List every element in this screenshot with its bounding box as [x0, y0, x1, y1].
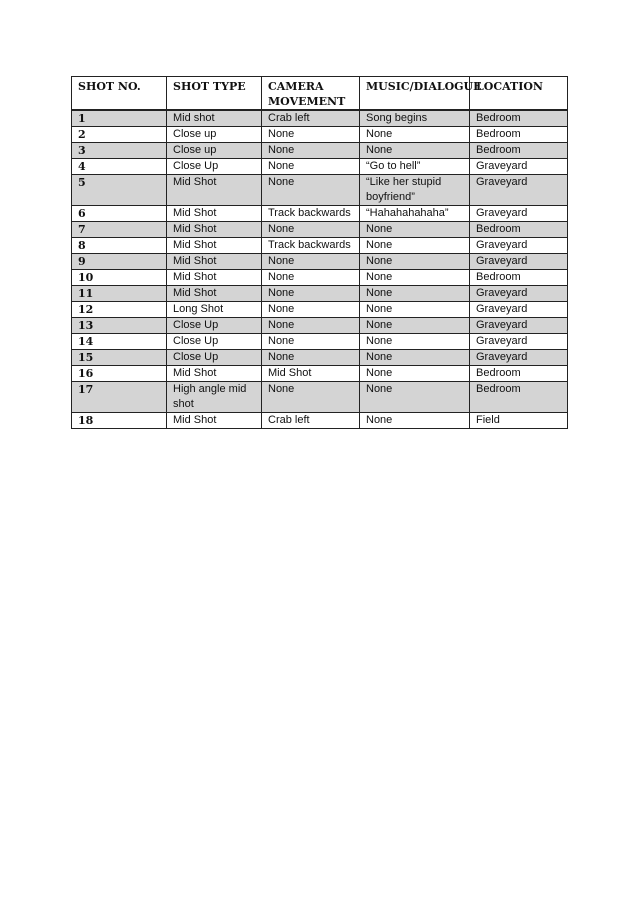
cell-shot-type: Long Shot — [167, 302, 262, 318]
cell-location: Bedroom — [470, 222, 568, 238]
cell-music-dialogue: None — [360, 222, 470, 238]
cell-shot-type: Mid Shot — [167, 286, 262, 302]
cell-location: Bedroom — [470, 110, 568, 127]
cell-location: Bedroom — [470, 366, 568, 382]
table-row — [72, 159, 568, 175]
cell-location: Graveyard — [470, 206, 568, 222]
cell-music-dialogue: Song begins — [360, 110, 470, 127]
table-row — [72, 254, 568, 270]
cell-shot-no: 7 — [72, 222, 167, 238]
cell-location: Graveyard — [470, 334, 568, 350]
shot-list-table — [71, 76, 568, 429]
cell-shot-no: 13 — [72, 318, 167, 334]
cell-shot-type: Mid Shot — [167, 206, 262, 222]
cell-music-dialogue: None — [360, 366, 470, 382]
cell-shot-type: Mid Shot — [167, 175, 262, 206]
cell-camera-movement: None — [262, 318, 360, 334]
cell-camera-movement: None — [262, 270, 360, 286]
cell-location: Graveyard — [470, 159, 568, 175]
table-row — [72, 238, 568, 254]
table-row — [72, 127, 568, 143]
header-shot-type: SHOT TYPE — [167, 77, 262, 111]
cell-camera-movement: Mid Shot — [262, 366, 360, 382]
table-row — [72, 222, 568, 238]
cell-camera-movement: None — [262, 143, 360, 159]
cell-camera-movement: None — [262, 334, 360, 350]
header-location: LOCATION — [470, 77, 568, 111]
table-row — [72, 270, 568, 286]
cell-shot-no: 14 — [72, 334, 167, 350]
cell-music-dialogue: None — [360, 302, 470, 318]
cell-camera-movement: None — [262, 254, 360, 270]
cell-camera-movement: None — [262, 302, 360, 318]
cell-shot-no: 12 — [72, 302, 167, 318]
cell-location: Graveyard — [470, 318, 568, 334]
table-row — [72, 206, 568, 222]
cell-shot-type: Close up — [167, 127, 262, 143]
cell-location: Graveyard — [470, 302, 568, 318]
cell-camera-movement: Track backwards — [262, 206, 360, 222]
cell-shot-no: 6 — [72, 206, 167, 222]
cell-camera-movement: Track backwards — [262, 238, 360, 254]
cell-music-dialogue: None — [360, 334, 470, 350]
cell-shot-no: 8 — [72, 238, 167, 254]
table-row — [72, 286, 568, 302]
cell-camera-movement: Crab left — [262, 110, 360, 127]
cell-shot-no: 5 — [72, 175, 167, 206]
cell-camera-movement: None — [262, 159, 360, 175]
header-row — [72, 77, 568, 111]
table-body — [72, 110, 568, 429]
cell-camera-movement: None — [262, 382, 360, 413]
cell-location: Bedroom — [470, 143, 568, 159]
table-row — [72, 413, 568, 429]
cell-location: Bedroom — [470, 382, 568, 413]
cell-location: Graveyard — [470, 175, 568, 206]
cell-location: Graveyard — [470, 254, 568, 270]
cell-shot-type: Mid Shot — [167, 254, 262, 270]
cell-shot-no: 10 — [72, 270, 167, 286]
cell-camera-movement: None — [262, 286, 360, 302]
cell-music-dialogue: None — [360, 254, 470, 270]
cell-camera-movement: None — [262, 127, 360, 143]
table-row — [72, 110, 568, 127]
table-row — [72, 318, 568, 334]
cell-camera-movement: None — [262, 350, 360, 366]
cell-shot-type: Mid Shot — [167, 238, 262, 254]
cell-shot-no: 18 — [72, 413, 167, 429]
table-row — [72, 175, 568, 206]
table-row — [72, 382, 568, 413]
cell-music-dialogue: “Like her stupid boyfriend” — [360, 175, 470, 206]
cell-shot-type: Mid Shot — [167, 366, 262, 382]
cell-location: Graveyard — [470, 286, 568, 302]
header-shot-no: SHOT NO. — [72, 77, 167, 111]
cell-shot-no: 16 — [72, 366, 167, 382]
cell-location: Field — [470, 413, 568, 429]
cell-shot-type: Close up — [167, 143, 262, 159]
cell-shot-type: Close Up — [167, 318, 262, 334]
table-row — [72, 366, 568, 382]
cell-shot-no: 1 — [72, 110, 167, 127]
cell-shot-type: Close Up — [167, 334, 262, 350]
cell-shot-type: Mid Shot — [167, 270, 262, 286]
cell-camera-movement: None — [262, 222, 360, 238]
cell-shot-no: 2 — [72, 127, 167, 143]
cell-location: Bedroom — [470, 127, 568, 143]
cell-shot-type: Close Up — [167, 350, 262, 366]
cell-camera-movement: Crab left — [262, 413, 360, 429]
table-row — [72, 302, 568, 318]
cell-shot-no: 3 — [72, 143, 167, 159]
cell-location: Bedroom — [470, 270, 568, 286]
cell-music-dialogue: None — [360, 318, 470, 334]
cell-music-dialogue: None — [360, 413, 470, 429]
cell-shot-no: 11 — [72, 286, 167, 302]
cell-shot-type: Mid shot — [167, 110, 262, 127]
cell-camera-movement: None — [262, 175, 360, 206]
header-camera-movement: CAMERA MOVEMENT — [262, 77, 360, 111]
table-row — [72, 143, 568, 159]
cell-shot-type: Close Up — [167, 159, 262, 175]
cell-shot-no: 15 — [72, 350, 167, 366]
cell-shot-type: High angle mid shot — [167, 382, 262, 413]
header-music-dialogue: MUSIC/DIALOGUE — [360, 77, 470, 111]
cell-music-dialogue: None — [360, 270, 470, 286]
cell-music-dialogue: “Go to hell” — [360, 159, 470, 175]
cell-location: Graveyard — [470, 238, 568, 254]
cell-shot-type: Mid Shot — [167, 222, 262, 238]
cell-shot-no: 9 — [72, 254, 167, 270]
cell-shot-no: 4 — [72, 159, 167, 175]
table-row — [72, 350, 568, 366]
cell-music-dialogue: None — [360, 350, 470, 366]
cell-shot-type: Mid Shot — [167, 413, 262, 429]
table-header — [72, 77, 568, 111]
cell-music-dialogue: “Hahahahahaha” — [360, 206, 470, 222]
cell-location: Graveyard — [470, 350, 568, 366]
table-row — [72, 334, 568, 350]
cell-music-dialogue: None — [360, 286, 470, 302]
cell-music-dialogue: None — [360, 127, 470, 143]
cell-shot-no: 17 — [72, 382, 167, 413]
cell-music-dialogue: None — [360, 382, 470, 413]
cell-music-dialogue: None — [360, 143, 470, 159]
cell-music-dialogue: None — [360, 238, 470, 254]
